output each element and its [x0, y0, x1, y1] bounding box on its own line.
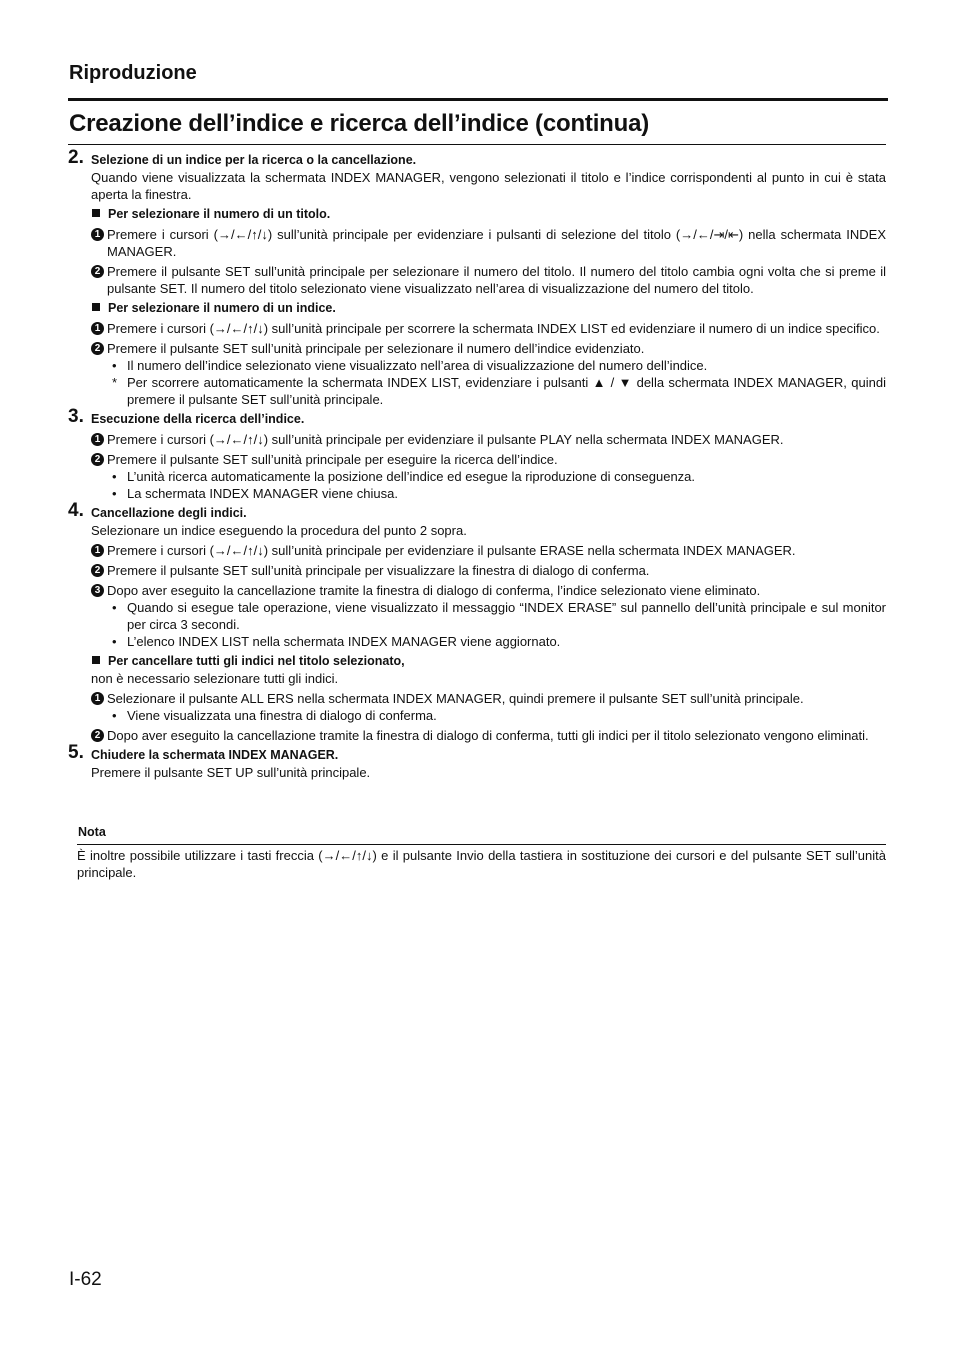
- circled-number-2-icon: 2: [91, 729, 104, 742]
- subheading: Per selezionare il numero di un indice.: [91, 300, 886, 317]
- bullet-icon: •: [112, 600, 117, 615]
- step-heading: Cancellazione degli indici.: [91, 506, 247, 520]
- step-2: [68, 147, 886, 408]
- step-3: [68, 406, 886, 502]
- bullet-item: • L’elenco INDEX LIST nella schermata INDEX MANAGER viene aggiornato.: [112, 634, 561, 649]
- step-5: [68, 742, 886, 781]
- bullet-icon: •: [112, 469, 117, 484]
- sub-intro: non è necessario selezionare tutti gli indici.: [91, 671, 339, 686]
- step-heading: Chiudere la schermata INDEX MANAGER.: [91, 748, 339, 762]
- circled-number-1-icon: 1: [91, 544, 104, 557]
- numbered-item: 2 Premere il pulsante SET sull’unità principale per visualizzare la finestra di dialogo di conferma.: [91, 562, 886, 579]
- numbered-item: 1 Premere i cursori (→/←/↑/↓) sull’unità principale per scorrere la schermata INDEX LIST ed evidenziare il numero di un indice specifico.: [91, 320, 886, 337]
- numbered-item: 2 Premere il pulsante SET sull’unità principale per eseguire la ricerca dell’indice.: [91, 451, 886, 468]
- bullet-icon: •: [112, 708, 117, 723]
- page-number: I-62: [69, 1269, 102, 1290]
- circled-number-2-icon: 2: [91, 564, 104, 577]
- header-rule: [68, 98, 888, 101]
- circled-number-1-icon: 1: [91, 433, 104, 446]
- numbered-item: 1 Premere i cursori (→/←/↑/↓) sull’unità principale per evidenziare i pulsanti di selezione del titolo (→/←/⇥/⇤) nella schermata INDEX MANAGER.: [91, 226, 886, 260]
- step-4: [68, 500, 886, 744]
- page-title: Creazione dell’indice e ricerca dell’indice (continua): [69, 110, 650, 137]
- title-rule: [68, 144, 886, 145]
- bullet-item: • La schermata INDEX MANAGER viene chiusa.: [112, 486, 398, 501]
- note-heading: Nota: [78, 825, 106, 839]
- step-heading: Selezione di un indice per la ricerca o la cancellazione.: [91, 153, 417, 167]
- bullet-item: • Viene visualizzata una finestra di dialogo di conferma.: [112, 708, 437, 723]
- circled-number-2-icon: 2: [91, 265, 104, 278]
- numbered-item: 1 Selezionare il pulsante ALL ERS nella schermata INDEX MANAGER, quindi premere il pulsante SET sull’unità principale.: [91, 690, 886, 707]
- note-rule: [77, 844, 886, 845]
- bullet-icon: •: [112, 486, 117, 501]
- section-title: Riproduzione: [69, 62, 197, 84]
- step-heading: Esecuzione della ricerca dell’indice.: [91, 412, 305, 426]
- bullet-item: • Il numero dell’indice selezionato viene visualizzato nell’area di visualizzazione del numero dell’indice.: [112, 358, 708, 373]
- circled-number-2-icon: 2: [91, 342, 104, 355]
- step-number: 3.: [68, 406, 84, 427]
- bullet-icon: •: [112, 358, 117, 373]
- step-intro: Selezionare un indice eseguendo la procedura del punto 2 sopra.: [91, 523, 467, 538]
- step-number: 5.: [68, 742, 84, 763]
- bullet-item: • Quando si esegue tale operazione, viene visualizzato il messaggio “INDEX ERASE” sul pannello dell’unità principale e sul monitor per circa 3 secondi.: [112, 600, 886, 632]
- circled-number-1-icon: 1: [91, 322, 104, 335]
- numbered-item: 2 Premere il pulsante SET sull’unità principale per selezionare il numero dell’indice evidenziato.: [91, 340, 886, 357]
- circled-number-2-icon: 2: [91, 453, 104, 466]
- numbered-item: 1 Premere i cursori (→/←/↑/↓) sull’unità principale per evidenziare il pulsante ERASE nella schermata INDEX MANAGER.: [91, 542, 886, 559]
- numbered-item: 3 Dopo aver eseguito la cancellazione tramite la finestra di dialogo di conferma, l’indice selezionato viene eliminato.: [91, 582, 886, 599]
- step-number: 2.: [68, 147, 84, 168]
- subheading: Per cancellare tutti gli indici nel titolo selezionato,: [91, 653, 886, 670]
- main-content: [68, 147, 886, 781]
- bullet-icon: •: [112, 634, 117, 649]
- numbered-item: 1 Premere i cursori (→/←/↑/↓) sull’unità principale per evidenziare il pulsante PLAY nella schermata INDEX MANAGER.: [91, 431, 886, 448]
- note-body: È inoltre possibile utilizzare i tasti freccia (→/←/↑/↓) e il pulsante Invio della tastiera in sostituzione dei cursori e del pulsante SET sull’unità principale.: [77, 848, 886, 880]
- circled-number-1-icon: 1: [91, 228, 104, 241]
- asterisk-icon: *: [112, 375, 118, 390]
- step-intro: Quando viene visualizzata la schermata INDEX MANAGER, vengono selezionati il titolo e l’indice corrispondenti al punto in cui è stata aperta la finestra.: [91, 170, 886, 202]
- circled-number-3-icon: 3: [91, 584, 104, 597]
- numbered-item: 2 Dopo aver eseguito la cancellazione tramite la finestra di dialogo di conferma, tutti gli indici per il titolo selezionato vengono eliminati.: [91, 727, 886, 744]
- numbered-item: 2 Premere il pulsante SET sull’unità principale per selezionare il numero del titolo. Il numero del titolo cambia ogni volta che si preme il pulsante SET. Il numero del titolo selezionato viene visualizzato nell’area di visualizzazione del numero del titolo.: [91, 263, 886, 297]
- bullet-item: * Per scorrere automaticamente la schermata INDEX LIST, evidenziare i pulsanti ▲ / ▼ della schermata INDEX MANAGER, quindi premere il pulsante SET sull’unità principale.: [112, 375, 886, 407]
- bullet-item: • L’unità ricerca automaticamente la posizione dell’indice ed esegue la riproduzione di conseguenza.: [112, 469, 696, 484]
- step-intro: Premere il pulsante SET UP sull’unità principale.: [91, 765, 371, 780]
- circled-number-1-icon: 1: [91, 692, 104, 705]
- subheading: Per selezionare il numero di un titolo.: [91, 206, 886, 223]
- step-number: 4.: [68, 500, 84, 521]
